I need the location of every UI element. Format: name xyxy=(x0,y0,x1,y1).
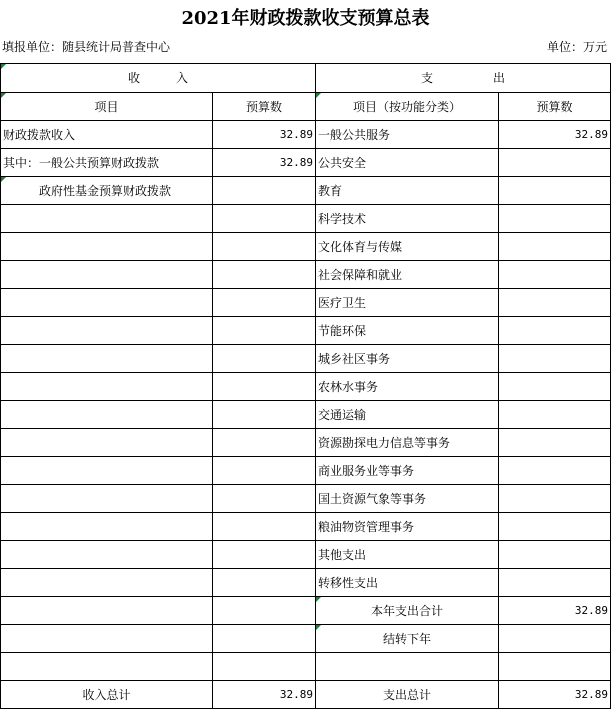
income-value-cell xyxy=(213,625,316,653)
expense-total-label: 支出总计 xyxy=(316,681,499,709)
expense-item-cell: 城乡社区事务 xyxy=(316,345,499,373)
expense-item-cell: 粮油物资管理事务 xyxy=(316,513,499,541)
income-item-header: 项目 xyxy=(1,93,213,121)
header-row-sections xyxy=(1,64,611,93)
income-value-cell: 32.89 xyxy=(213,121,316,149)
income-item-cell xyxy=(1,541,213,569)
table-row xyxy=(1,653,611,681)
income-item-cell xyxy=(1,345,213,373)
expense-value-cell xyxy=(499,317,611,345)
income-item-cell xyxy=(1,485,213,513)
expense-value-cell xyxy=(499,233,611,261)
income-item-cell xyxy=(1,625,213,653)
expense-value-cell xyxy=(499,401,611,429)
expense-item-cell: 其他支出 xyxy=(316,541,499,569)
income-value-cell xyxy=(213,429,316,457)
income-item-cell xyxy=(1,457,213,485)
expense-item-cell: 文化体育与传媒 xyxy=(316,233,499,261)
table-row xyxy=(1,121,611,149)
reporting-unit: 填报单位：随县统计局普查中心 xyxy=(2,40,171,54)
expense-item-cell: 农林水事务 xyxy=(316,373,499,401)
expense-value-cell xyxy=(499,261,611,289)
income-value-cell xyxy=(213,485,316,513)
income-value-cell xyxy=(213,457,316,485)
expense-value-cell xyxy=(499,457,611,485)
income-value-cell xyxy=(213,317,316,345)
header-row-columns xyxy=(1,93,611,121)
expense-value-cell xyxy=(499,205,611,233)
expense-value-cell xyxy=(499,289,611,317)
table-row xyxy=(1,317,611,345)
income-budget-header: 预算数 xyxy=(213,93,316,121)
expense-item-cell: 交通运输 xyxy=(316,401,499,429)
table-row xyxy=(1,261,611,289)
expense-value-cell xyxy=(499,513,611,541)
income-item-cell xyxy=(1,653,213,681)
income-item-cell: 财政拨款收入 xyxy=(1,121,213,149)
expense-budget-header: 预算数 xyxy=(499,93,611,121)
income-value-cell xyxy=(213,345,316,373)
expense-item-cell: 一般公共服务 xyxy=(316,121,499,149)
income-value-cell xyxy=(213,205,316,233)
table-row xyxy=(1,457,611,485)
expense-item-cell xyxy=(316,653,499,681)
income-value-cell xyxy=(213,513,316,541)
income-value-cell xyxy=(213,401,316,429)
expense-item-cell: 商业服务业等事务 xyxy=(316,457,499,485)
expense-item-cell: 本年支出合计 xyxy=(316,597,499,625)
income-value-cell: 32.89 xyxy=(213,149,316,177)
income-item-cell xyxy=(1,373,213,401)
expense-value-cell xyxy=(499,485,611,513)
expense-item-cell: 转移性支出 xyxy=(316,569,499,597)
income-item-cell xyxy=(1,205,213,233)
income-item-cell: 其中：一般公共预算财政拨款 xyxy=(1,149,213,177)
expense-item-cell: 教育 xyxy=(316,177,499,205)
totals-row xyxy=(1,681,611,709)
income-value-cell xyxy=(213,569,316,597)
table-row xyxy=(1,149,611,177)
page-title: 2021年财政拨款收支预算总表 xyxy=(181,8,430,29)
income-item-cell xyxy=(1,317,213,345)
table-row xyxy=(1,513,611,541)
income-value-cell xyxy=(213,653,316,681)
expense-item-cell: 节能环保 xyxy=(316,317,499,345)
income-item-cell: 政府性基金预算财政拨款 xyxy=(1,177,213,205)
expense-value-cell: 32.89 xyxy=(499,121,611,149)
income-item-cell xyxy=(1,289,213,317)
table-row xyxy=(1,541,611,569)
expense-header: 支 出 xyxy=(316,64,611,93)
table-row xyxy=(1,625,611,653)
table-row xyxy=(1,289,611,317)
income-item-cell xyxy=(1,597,213,625)
expense-value-cell xyxy=(499,541,611,569)
income-value-cell xyxy=(213,233,316,261)
expense-item-cell: 医疗卫生 xyxy=(316,289,499,317)
table-row xyxy=(1,485,611,513)
expense-value-cell xyxy=(499,569,611,597)
income-value-cell xyxy=(213,373,316,401)
expense-item-cell: 社会保障和就业 xyxy=(316,261,499,289)
expense-value-cell xyxy=(499,177,611,205)
income-item-cell xyxy=(1,233,213,261)
expense-item-cell: 公共安全 xyxy=(316,149,499,177)
expense-value-cell xyxy=(499,625,611,653)
table-row xyxy=(1,345,611,373)
expense-item-cell: 结转下年 xyxy=(316,625,499,653)
income-value-cell xyxy=(213,541,316,569)
expense-value-cell xyxy=(499,653,611,681)
table-row xyxy=(1,401,611,429)
income-value-cell xyxy=(213,597,316,625)
income-value-cell xyxy=(213,261,316,289)
expense-value-cell xyxy=(499,429,611,457)
expense-item-cell: 科学技术 xyxy=(316,205,499,233)
income-item-cell xyxy=(1,401,213,429)
income-total-value: 32.89 xyxy=(213,681,316,709)
income-header: 收 入 xyxy=(1,64,316,93)
table-row xyxy=(1,177,611,205)
table-row xyxy=(1,569,611,597)
expense-value-cell xyxy=(499,373,611,401)
expense-item-header: 项目（按功能分类） xyxy=(316,93,499,121)
income-item-cell xyxy=(1,569,213,597)
table-row xyxy=(1,233,611,261)
income-value-cell xyxy=(213,289,316,317)
income-item-cell xyxy=(1,261,213,289)
table-row xyxy=(1,373,611,401)
currency-unit: 单位：万元 xyxy=(546,40,607,54)
income-value-cell xyxy=(213,177,316,205)
expense-item-cell: 资源勘探电力信息等事务 xyxy=(316,429,499,457)
income-total-label: 收入总计 xyxy=(1,681,213,709)
budget-table xyxy=(0,63,611,709)
expense-value-cell xyxy=(499,345,611,373)
expense-item-cell: 国土资源气象等事务 xyxy=(316,485,499,513)
expense-value-cell xyxy=(499,149,611,177)
expense-total-value: 32.89 xyxy=(499,681,611,709)
table-row xyxy=(1,205,611,233)
income-item-cell xyxy=(1,513,213,541)
table-row xyxy=(1,597,611,625)
expense-value-cell: 32.89 xyxy=(499,597,611,625)
table-row xyxy=(1,429,611,457)
income-item-cell xyxy=(1,429,213,457)
